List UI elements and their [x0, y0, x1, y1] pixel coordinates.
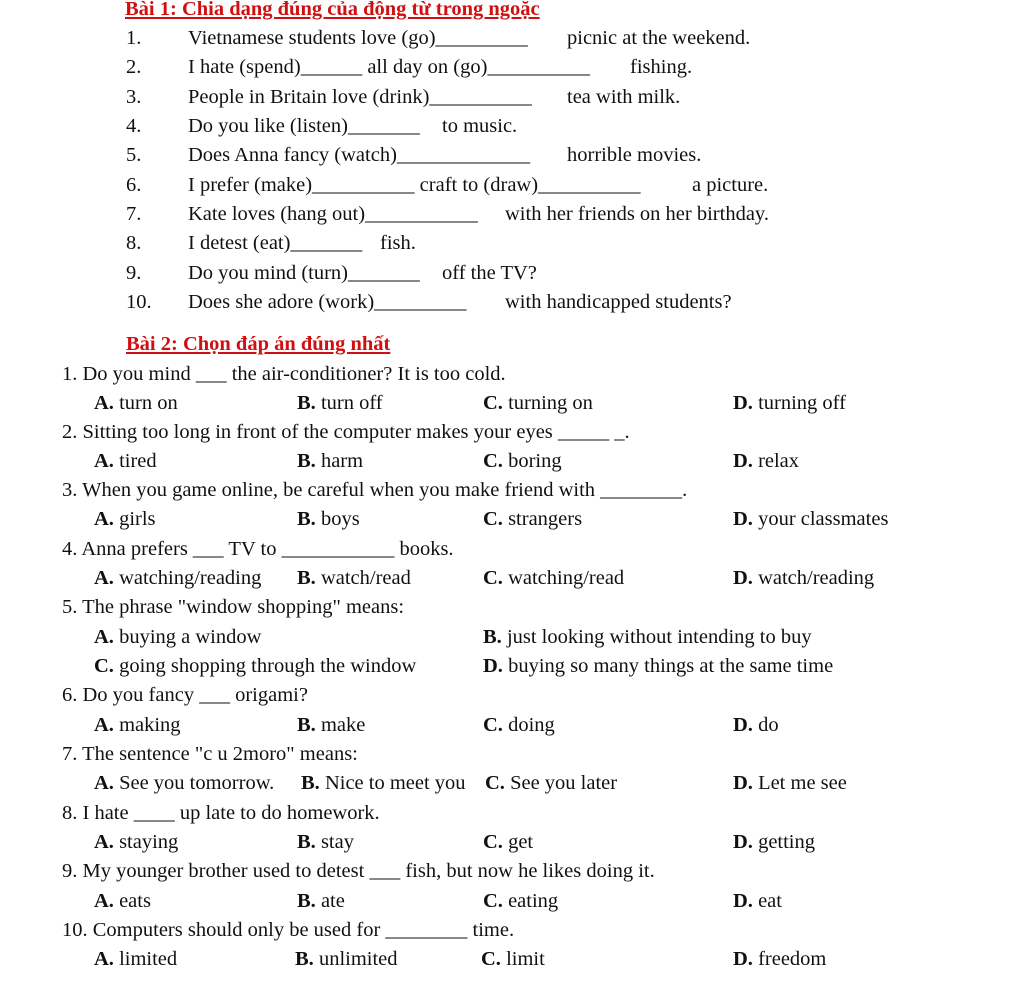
option-c: C. boring: [483, 450, 562, 472]
option-a: A. eats: [94, 890, 151, 912]
item-tail: picnic at the weekend.: [567, 27, 751, 49]
part1-heading: Bài 1: Chia dạng đúng của động từ trong ngoặc: [125, 0, 540, 20]
option-d: D. your classmates: [733, 508, 889, 530]
option-c: C. get: [483, 831, 534, 853]
item-tail: off the TV?: [442, 262, 537, 284]
option-a: A. limited: [94, 948, 178, 970]
item-tail: with handicapped students?: [505, 291, 732, 313]
question: 9. My younger brother used to detest ___ fish, but now he likes doing it.: [62, 860, 655, 882]
item-stem: Does Anna fancy (watch)_____________: [188, 144, 531, 166]
option-d: D. eat: [733, 890, 782, 912]
item-tail: horrible movies.: [567, 144, 702, 166]
part2-heading: Bài 2: Chọn đáp án đúng nhất: [126, 333, 391, 355]
item-tail: tea with milk.: [567, 86, 681, 108]
question: 5. The phrase "window shopping" means:: [62, 596, 405, 618]
question: 7. The sentence "c u 2moro" means:: [62, 743, 358, 765]
option-d: D. relax: [733, 450, 800, 472]
option-d: D. turning off: [733, 392, 846, 414]
exercise1-item: [126, 172, 641, 198]
exercise1-item: [126, 201, 478, 227]
exercise1-item: [126, 113, 420, 139]
item-stem: People in Britain love (drink)__________: [188, 86, 532, 108]
item-stem: Do you mind (turn)_______: [188, 262, 420, 284]
option-b: B. just looking without intending to buy: [483, 626, 812, 648]
option-a: A. turn on: [94, 392, 178, 414]
option-a: A. making: [94, 714, 181, 736]
option-a: A. watching/reading: [94, 567, 262, 589]
item-stem: I prefer (make)__________ craft to (draw)__________: [188, 174, 641, 196]
option-d: D. freedom: [733, 948, 827, 970]
option-b: B. harm: [297, 450, 364, 472]
item-number: 9.: [126, 262, 142, 284]
item-stem: I detest (eat)_______: [188, 232, 363, 254]
item-number: 6.: [126, 174, 142, 196]
option-b: B. ate: [297, 890, 345, 912]
option-d: D. do: [733, 714, 779, 736]
item-tail: a picture.: [692, 174, 769, 196]
item-stem: Vietnamese students love (go)_________: [188, 27, 528, 49]
item-stem: I hate (spend)______ all day on (go)__________: [188, 56, 590, 78]
option-a: A. girls: [94, 508, 156, 530]
option-a: A. staying: [94, 831, 179, 853]
option-b: B. Nice to meet you: [301, 772, 466, 794]
option-c: C. eating: [483, 890, 559, 912]
item-tail: fish.: [380, 232, 416, 254]
question: 1. Do you mind ___ the air-conditioner? It is too cold.: [62, 363, 506, 385]
option-a: A. See you tomorrow.: [94, 772, 275, 794]
option-c: C. going shopping through the window: [94, 655, 417, 677]
exercise1-item: [126, 25, 528, 51]
option-d: D. watch/reading: [733, 567, 875, 589]
option-a: A. buying a window: [94, 626, 262, 648]
item-number: 4.: [126, 115, 142, 137]
exercise1-item: [126, 260, 420, 286]
exercise1-item: [126, 230, 362, 256]
question: 2. Sitting too long in front of the computer makes your eyes _____ _.: [62, 421, 630, 443]
question: 4. Anna prefers ___ TV to ___________ books.: [62, 538, 454, 560]
item-number: 1.: [126, 27, 142, 49]
option-c: C. See you later: [485, 772, 618, 794]
option-b: B. turn off: [297, 392, 383, 414]
item-stem: Kate loves (hang out)___________: [188, 203, 478, 225]
item-number: 3.: [126, 86, 142, 108]
option-c: C. strangers: [483, 508, 583, 530]
option-d: D. getting: [733, 831, 815, 853]
item-stem: Do you like (listen)_______: [188, 115, 420, 137]
item-number: 5.: [126, 144, 142, 166]
exercise1-item: [126, 142, 530, 168]
exercise1-item: [126, 84, 532, 110]
item-tail: to music.: [442, 115, 518, 137]
question: 3. When you game online, be careful when you make friend with ________.: [62, 479, 688, 501]
option-c: C. watching/read: [483, 567, 625, 589]
question: 10. Computers should only be used for ________ time.: [62, 919, 515, 941]
exercise1-item: [126, 289, 466, 315]
item-number: 2.: [126, 56, 142, 78]
exercise1-item: [126, 54, 590, 80]
item-stem: Does she adore (work)_________: [188, 291, 467, 313]
question: 6. Do you fancy ___ origami?: [62, 684, 308, 706]
item-tail: fishing.: [630, 56, 693, 78]
question: 8. I hate ____ up late to do homework.: [62, 802, 380, 824]
option-d: D. buying so many things at the same time: [483, 655, 834, 677]
option-a: A. tired: [94, 450, 157, 472]
option-c: C. doing: [483, 714, 555, 736]
option-c: C. turning on: [483, 392, 593, 414]
item-tail: with her friends on her birthday.: [505, 203, 769, 225]
option-b: B. unlimited: [295, 948, 398, 970]
option-b: B. make: [297, 714, 366, 736]
option-b: B. watch/read: [297, 567, 411, 589]
option-d: D. Let me see: [733, 772, 847, 794]
item-number: 8.: [126, 232, 142, 254]
item-number: 7.: [126, 203, 142, 225]
option-c: C. limit: [481, 948, 545, 970]
option-b: B. boys: [297, 508, 360, 530]
option-b: B. stay: [297, 831, 354, 853]
item-number: 10.: [126, 291, 152, 313]
